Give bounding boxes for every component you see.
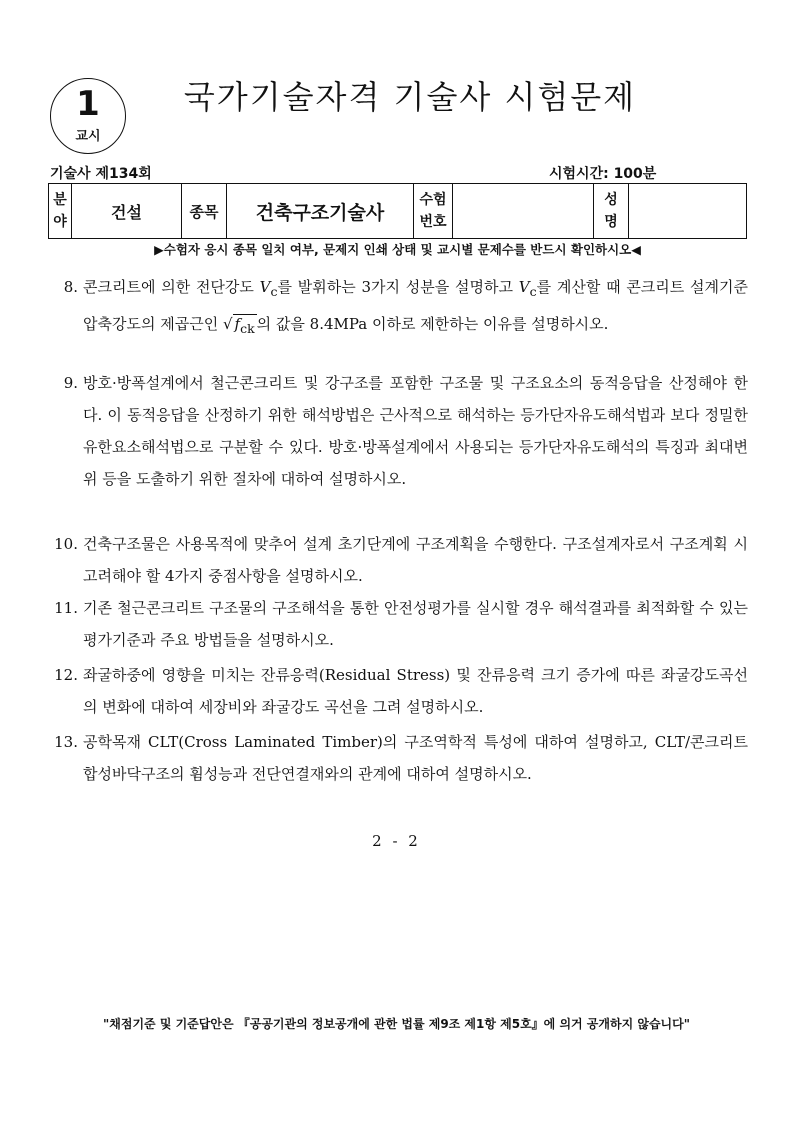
session-badge: [50, 78, 126, 154]
name-label-line-2: 명: [604, 214, 618, 230]
exam-info-table: [48, 183, 747, 239]
exam-time: 시험시간: 100분: [549, 166, 657, 182]
type-value: 건축구조기술사: [227, 184, 414, 239]
question-number: 11.: [54, 599, 78, 617]
question-item: [48, 659, 748, 723]
session-label: 교시: [75, 129, 101, 144]
name-value: [629, 184, 747, 239]
question-item: [48, 367, 748, 495]
question-item: [48, 592, 748, 656]
page-number: 2 - 2: [372, 832, 421, 850]
question-number: 10.: [54, 535, 78, 553]
question-number: 9.: [63, 374, 78, 392]
number-value: [453, 184, 594, 239]
number-label-line-1: 수험: [419, 192, 447, 208]
field-label-line-1: 분: [53, 192, 67, 208]
question-text: 좌굴하중에 영향을 미치는 잔류응력(Residual Stress) 및 잔류응력 크기 증가에 따른 좌굴강도곡선의 변화에 대하여 세장비와 좌굴강도 곡선을 그려 설명하시오.: [83, 666, 748, 716]
field-label-cell: [49, 184, 72, 239]
session-number: 1: [76, 84, 100, 124]
question-item: [48, 726, 748, 790]
question-number: 12.: [54, 666, 78, 684]
square-root-symbol: √ $f_{ck}$: [222, 315, 255, 336]
disclosure-footer: "채점기준 및 기준답안은 『공공기관의 정보공개에 관한 법률 제9조 제1항 제5호』에 의거 공개하지 않습니다": [103, 1017, 690, 1031]
name-label-line-1: 성: [604, 192, 618, 208]
question-text: 방호·방폭설계에서 철근콘크리트 및 강구조를 포함한 구조물 및 구조요소의 동적응답을 산정해야 한다. 이 동적응답을 산정하기 위한 해석방법은 근사적으로 해석하는 등가단자유도해석법과 보다 정밀한 유한요소해석법으로 구분할 수 있다. 방호·방폭설계에서 사용되는 등가단자유도해석의 특징과 최대변위 등을 도출하기 위한 절차에 대하여 설명하시오.: [83, 374, 748, 488]
notice: ▶수험자 응시 종목 일치 여부, 문제지 인쇄 상태 및 교시별 문제수를 반드시 확인하시오◀: [154, 242, 641, 257]
question-text: 기존 철근콘크리트 구조물의 구조해석을 통한 안전성평가를 실시할 경우 해석결과를 최적화할 수 있는 평가기준과 주요 방법들을 설명하시오.: [83, 599, 748, 649]
question-text: 공학목재 CLT(Cross Laminated Timber)의 구조역학적 특성에 대하여 설명하고, CLT/콘크리트 합성바닥구조의 휨성능과 전단연결재와의 관계에 대하여 설명하시오.: [83, 733, 748, 783]
number-label-line-2: 번호: [419, 214, 447, 230]
field-value: 건설: [72, 184, 182, 239]
question-item: [48, 271, 748, 345]
question-item: [48, 528, 748, 592]
question-number: 13.: [54, 733, 78, 751]
page-title: 국가기술자격 기술사 시험문제: [183, 78, 637, 116]
exam-round: 기술사 제134회: [50, 166, 152, 182]
question-number: 8.: [63, 278, 78, 296]
question-text: 콘크리트에 의한 전단강도 $V_c$를 발휘하는 3가지 성분을 설명하고 $V_c$를 계산할 때 콘크리트 설계기준압축강도의 제곱근인 √ $f_{ck}$ 의 값을 8.4MPa 이하로 제한하는 이유를 설명하시오.: [83, 271, 748, 345]
question-text: 건축구조물은 사용목적에 맞추어 설계 초기단계에 구조계획을 수행한다. 구조설계자로서 구조계획 시 고려해야 할 4가지 중점사항을 설명하시오.: [83, 535, 748, 585]
field-label-line-2: 야: [53, 214, 67, 230]
type-label: 종목: [182, 184, 227, 239]
number-label-cell: [414, 184, 453, 239]
name-label-cell: [594, 184, 629, 239]
